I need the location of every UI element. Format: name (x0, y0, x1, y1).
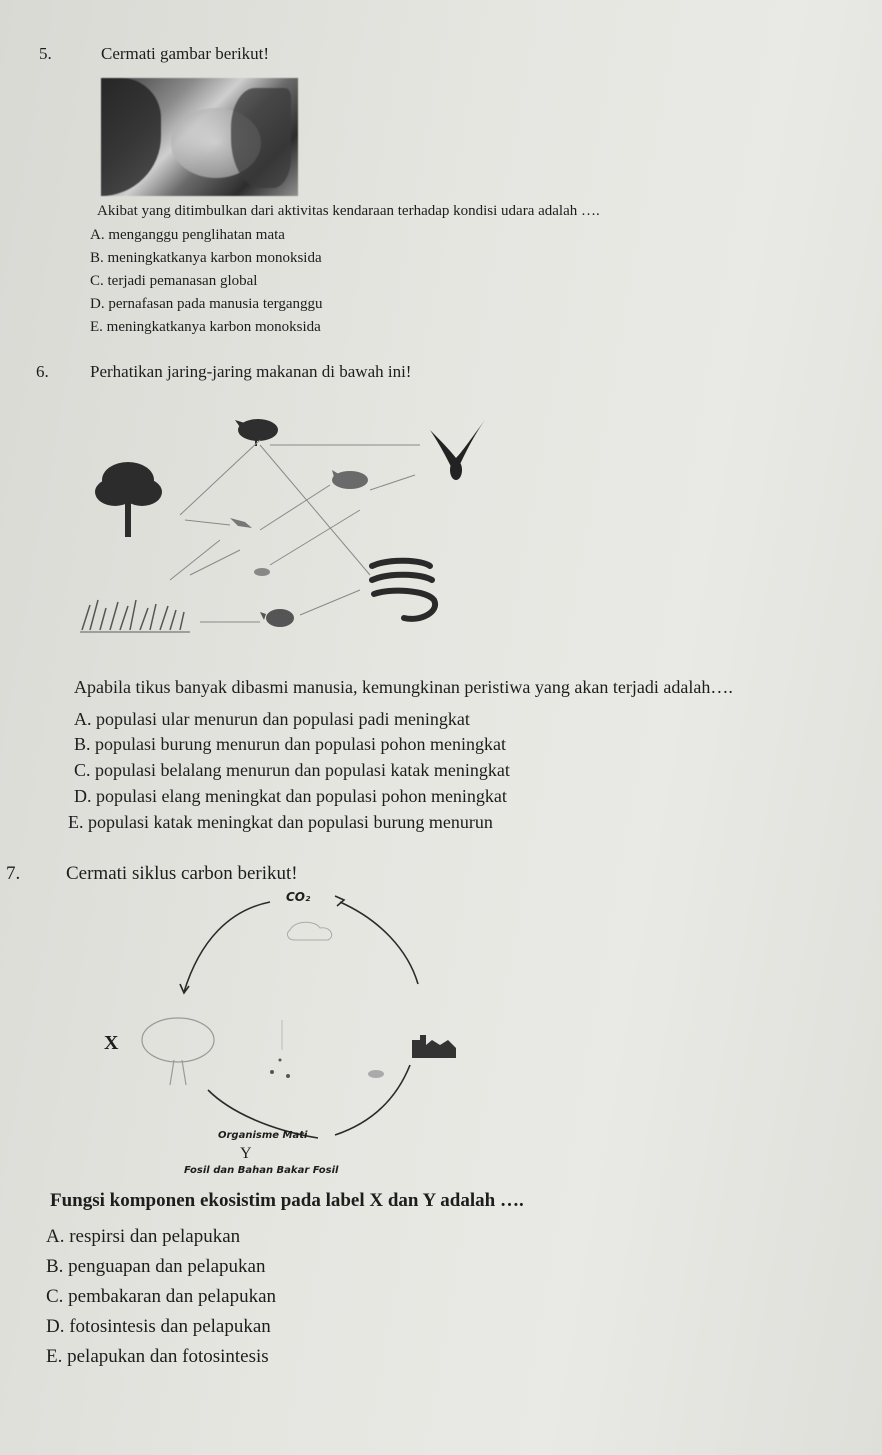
question-stem: Akibat yang ditimbulkan dari aktivitas kendaraan terhadap kondisi udara adalah …. (97, 203, 600, 219)
rice-plant-icon (80, 600, 190, 632)
question-stem: Apabila tikus banyak dibasmi manusia, kemungkinan peristiwa yang akan terjadi adalah…. (74, 677, 733, 697)
option-d[interactable]: D. populasi elang meningkat dan populasi pohon meningkat (74, 786, 507, 806)
question-number: 7. (6, 863, 21, 884)
tree-icon (142, 1018, 214, 1085)
option-e[interactable]: E. pelapukan dan fotosintesis (46, 1346, 269, 1367)
option-e[interactable]: E. meningkatkanya karbon monoksida (90, 319, 321, 335)
question-title: Cermati siklus carbon berikut! (66, 863, 298, 884)
vehicle-exhaust-photo (101, 78, 298, 196)
eagle-icon (430, 420, 485, 480)
question-title: Perhatikan jaring-jaring makanan di bawah ini! (90, 362, 412, 381)
option-a[interactable]: A. populasi ular menurun dan populasi padi meningkat (74, 709, 470, 729)
option-d[interactable]: D. fotosintesis dan pelapukan (46, 1316, 271, 1337)
snake-icon (372, 561, 435, 619)
cycle-arrows (180, 896, 418, 1138)
fossil-fuel-label: Fosil dan Bahan Bakar Fosil (184, 1165, 339, 1176)
animal-icon (368, 1070, 384, 1078)
question-stem: Fungsi komponen ekosistim pada label X dan Y adalah …. (50, 1190, 524, 1211)
option-a[interactable]: A. respirsi dan pelapukan (46, 1226, 241, 1247)
bird-icon (235, 419, 278, 446)
label-x: X (104, 1032, 119, 1054)
small-organism-icon (270, 1059, 290, 1079)
option-b[interactable]: B. penguapan dan pelapukan (46, 1256, 266, 1277)
insect-icon (254, 568, 270, 576)
carbon-cycle-diagram (90, 880, 470, 1180)
question-title: Cermati gambar berikut! (101, 44, 270, 63)
option-b[interactable]: B. populasi burung menurun dan populasi pohon meningkat (74, 734, 506, 754)
co2-label: CO₂ (286, 890, 311, 904)
tree-icon (95, 462, 162, 537)
option-c[interactable]: C. populasi belalang menurun dan populasi katak meningkat (74, 760, 510, 780)
food-web-diagram (70, 400, 510, 670)
cloud-icon (287, 922, 331, 940)
option-d[interactable]: D. pernafasan pada manusia terganggu (90, 296, 323, 312)
option-c[interactable]: C. terjadi pemanasan global (90, 273, 258, 289)
option-a[interactable]: A. menganggu penglihatan mata (90, 227, 285, 243)
question-number: 5. (39, 44, 52, 63)
option-b[interactable]: B. meningkatkanya karbon monoksida (90, 250, 322, 266)
grasshopper-icon (230, 518, 252, 528)
dead-organism-label: Organisme Mati (218, 1130, 308, 1141)
option-e[interactable]: E. populasi katak meningkat dan populasi burung menurun (68, 812, 493, 832)
factory-icon (412, 1035, 456, 1058)
label-y: Y (240, 1145, 252, 1162)
mouse-icon (260, 609, 294, 627)
question-number: 6. (36, 362, 49, 381)
frog-icon (332, 470, 368, 489)
option-c[interactable]: C. pembakaran dan pelapukan (46, 1286, 277, 1307)
